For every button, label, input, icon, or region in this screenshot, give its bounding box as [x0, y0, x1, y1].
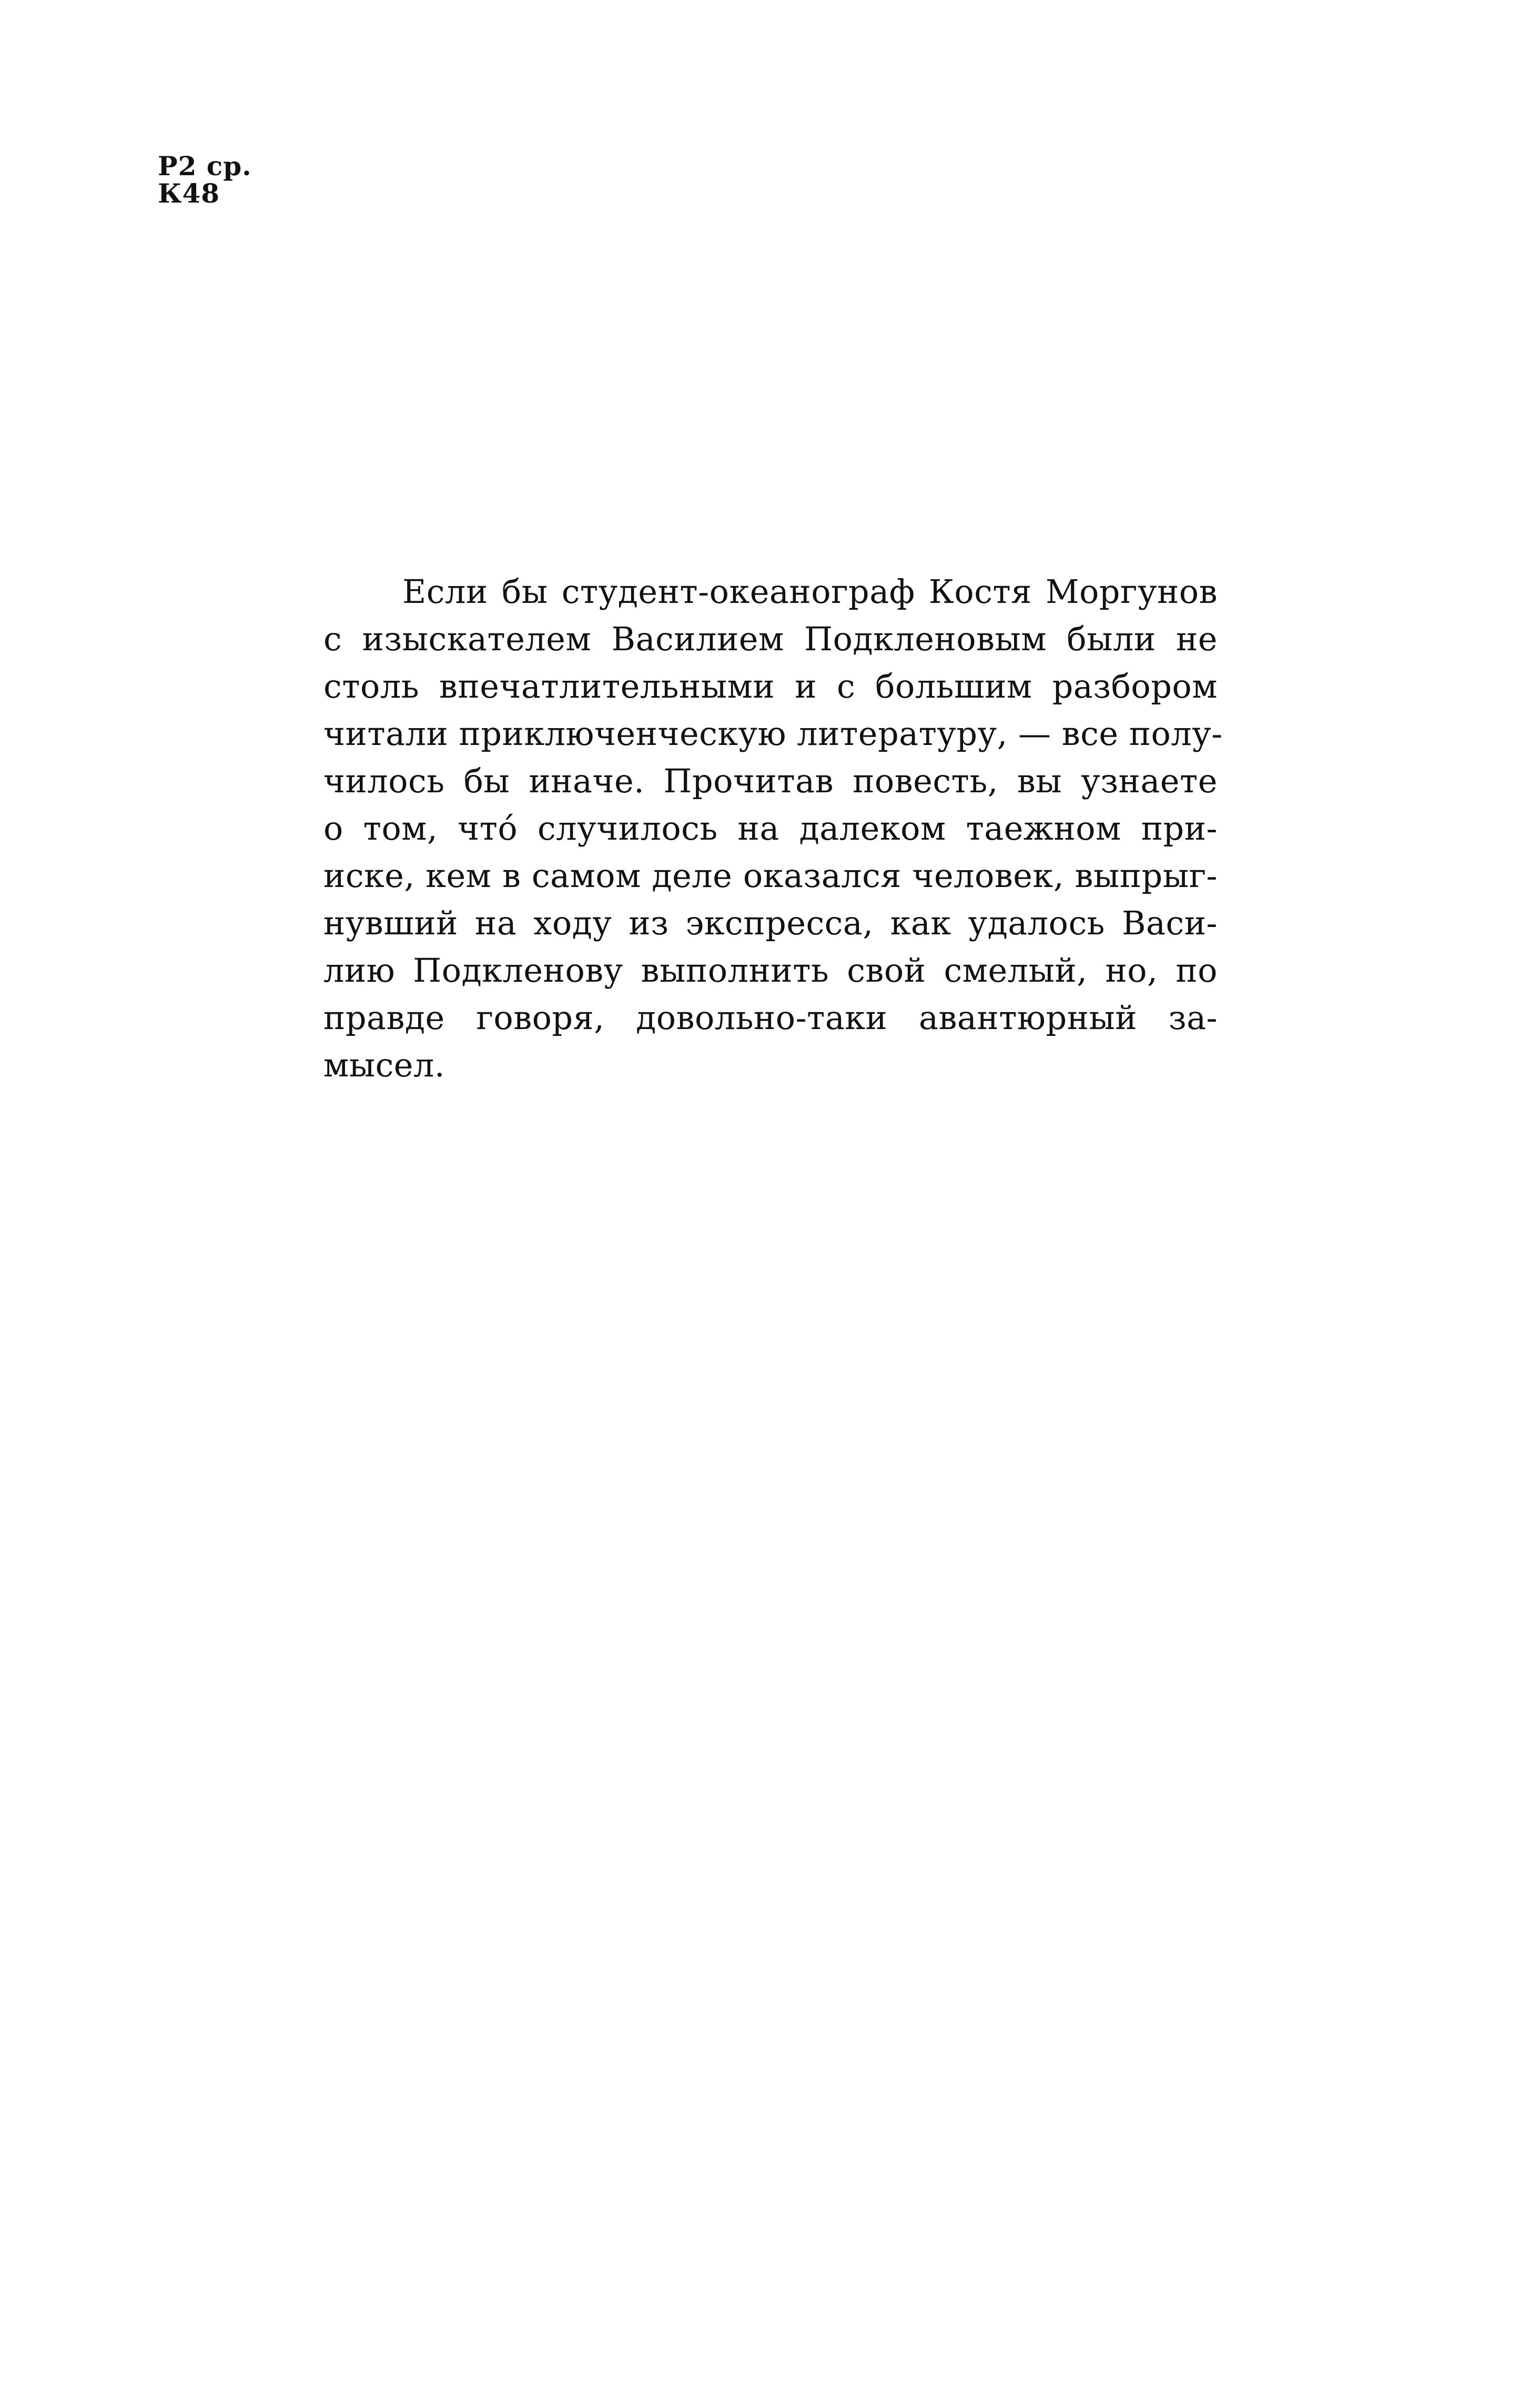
- annotation-line-2: с изыскателем Василием Подкленовым были не: [323, 620, 1218, 658]
- annotation-line-9: лию Подкленову выполнить свой смелый, но, по: [323, 951, 1218, 990]
- annotation-line-4: читали приключенческую литературу, — все полу-: [323, 714, 1223, 753]
- annotation-line-3: столь впечатлительными и с большим разбором: [323, 667, 1218, 705]
- annotation-line-5: чилось бы иначе. Прочитав повесть, вы узнаете: [323, 762, 1218, 800]
- annotation-line-10: правде говоря, довольно-таки авантюрный за-: [323, 999, 1218, 1037]
- annotation-line-7: иске, кем в самом деле оказался человек, выпрыг-: [323, 856, 1218, 895]
- annotation-line-8: нувший на ходу из экспресса, как удалось Васи-: [323, 904, 1218, 942]
- annotation-line-11: мысел.: [323, 1046, 445, 1084]
- catalog-code-line-1: Р2 ср.: [158, 150, 252, 182]
- catalog-code: [158, 150, 252, 209]
- annotation-line-6: о том, что́ случилось на далеком таежном при-: [323, 809, 1218, 848]
- book-annotation: [323, 568, 1223, 1089]
- annotation-line-1: Если бы студент-океанограф Костя Моргунов: [402, 572, 1218, 611]
- catalog-code-line-2: К48: [158, 178, 220, 209]
